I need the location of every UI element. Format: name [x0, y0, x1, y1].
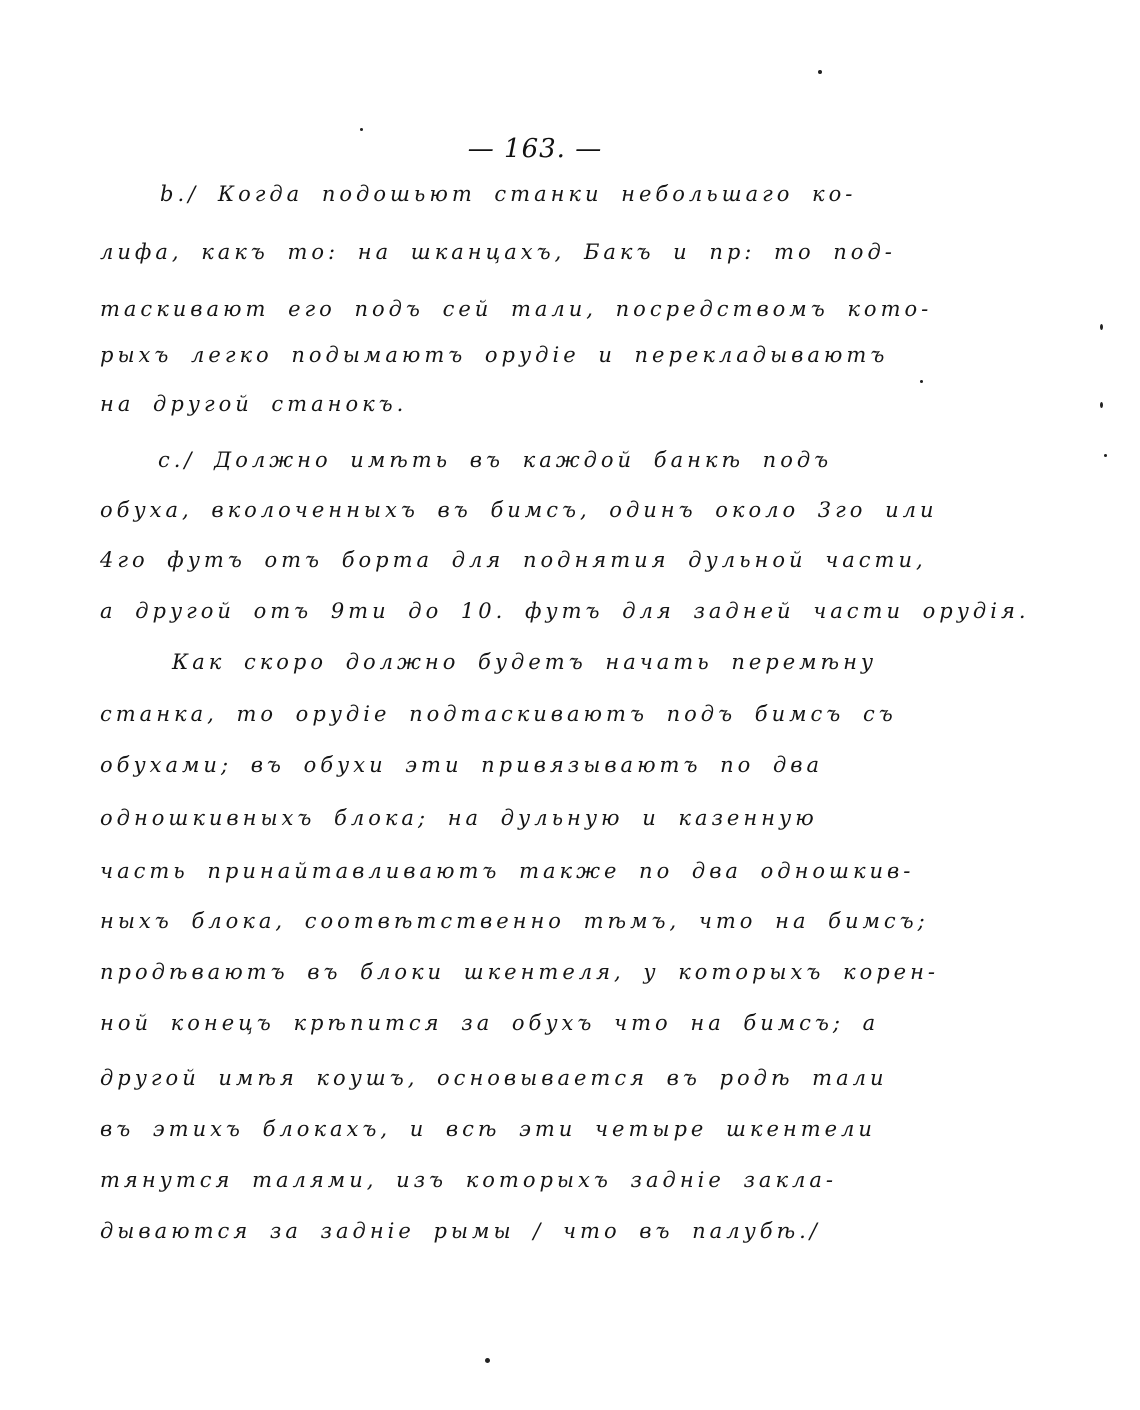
ink-speck	[1100, 324, 1103, 330]
text-line: часть принайтавливаютъ также по два одношкив-	[100, 859, 915, 883]
ink-speck	[818, 70, 822, 74]
text-line: с./ Должно имѣть въ каждой банкѣ подъ	[158, 448, 833, 472]
text-line: таскивают его подъ сей тали, посредствомъ кото-	[100, 297, 933, 321]
text-line: ныхъ блока, соотвѣтственно тѣмъ, что на бимсъ;	[100, 909, 929, 933]
text-line: b./ Когда подошьют станки небольшаго ко-	[160, 182, 857, 206]
text-line: лифа, какъ то: на шканцахъ, Бакъ и пр: то под-	[100, 240, 896, 264]
text-line: обухами; въ обухи эти привязываютъ по два	[100, 753, 824, 777]
text-line: одношкивныхъ блока; на дульную и казенную	[100, 806, 818, 830]
text-line: на другой станокъ.	[100, 392, 408, 416]
text-line: другой имѣя коушъ, основывается въ родѣ тали	[100, 1066, 888, 1090]
ink-speck	[360, 128, 363, 131]
text-line: а другой отъ 9ти до 10. футъ для задней части орудія.	[100, 599, 1030, 623]
text-line: дываются за задніе рымы / что въ палубѣ./	[100, 1219, 821, 1243]
ink-speck	[920, 380, 923, 383]
text-line: ной конецъ крѣпится за обухъ что на бимсъ; а	[100, 1011, 880, 1035]
text-line: Как скоро должно будетъ начать перемѣну	[172, 650, 878, 674]
text-line: въ этихъ блокахъ, и всѣ эти четыре шкентели	[100, 1117, 876, 1141]
page-number: — 163. —	[467, 134, 603, 164]
text-line: рыхъ легко подымаютъ орудіе и перекладываютъ	[100, 343, 889, 367]
text-line: 4го футъ отъ борта для поднятия дульной части,	[100, 548, 927, 572]
ink-speck	[485, 1358, 490, 1363]
text-line: продѣваютъ въ блоки шкентеля, у которыхъ корен-	[100, 960, 940, 984]
ink-speck	[1100, 402, 1103, 408]
text-line: станка, то орудіе подтаскиваютъ подъ бимсъ съ	[100, 702, 897, 726]
text-line: обуха, вколоченныхъ въ бимсъ, одинъ около 3го или	[100, 498, 938, 522]
text-line: тянутся талями, изъ которыхъ задніе закла-	[100, 1168, 837, 1192]
ink-speck	[1104, 454, 1107, 457]
